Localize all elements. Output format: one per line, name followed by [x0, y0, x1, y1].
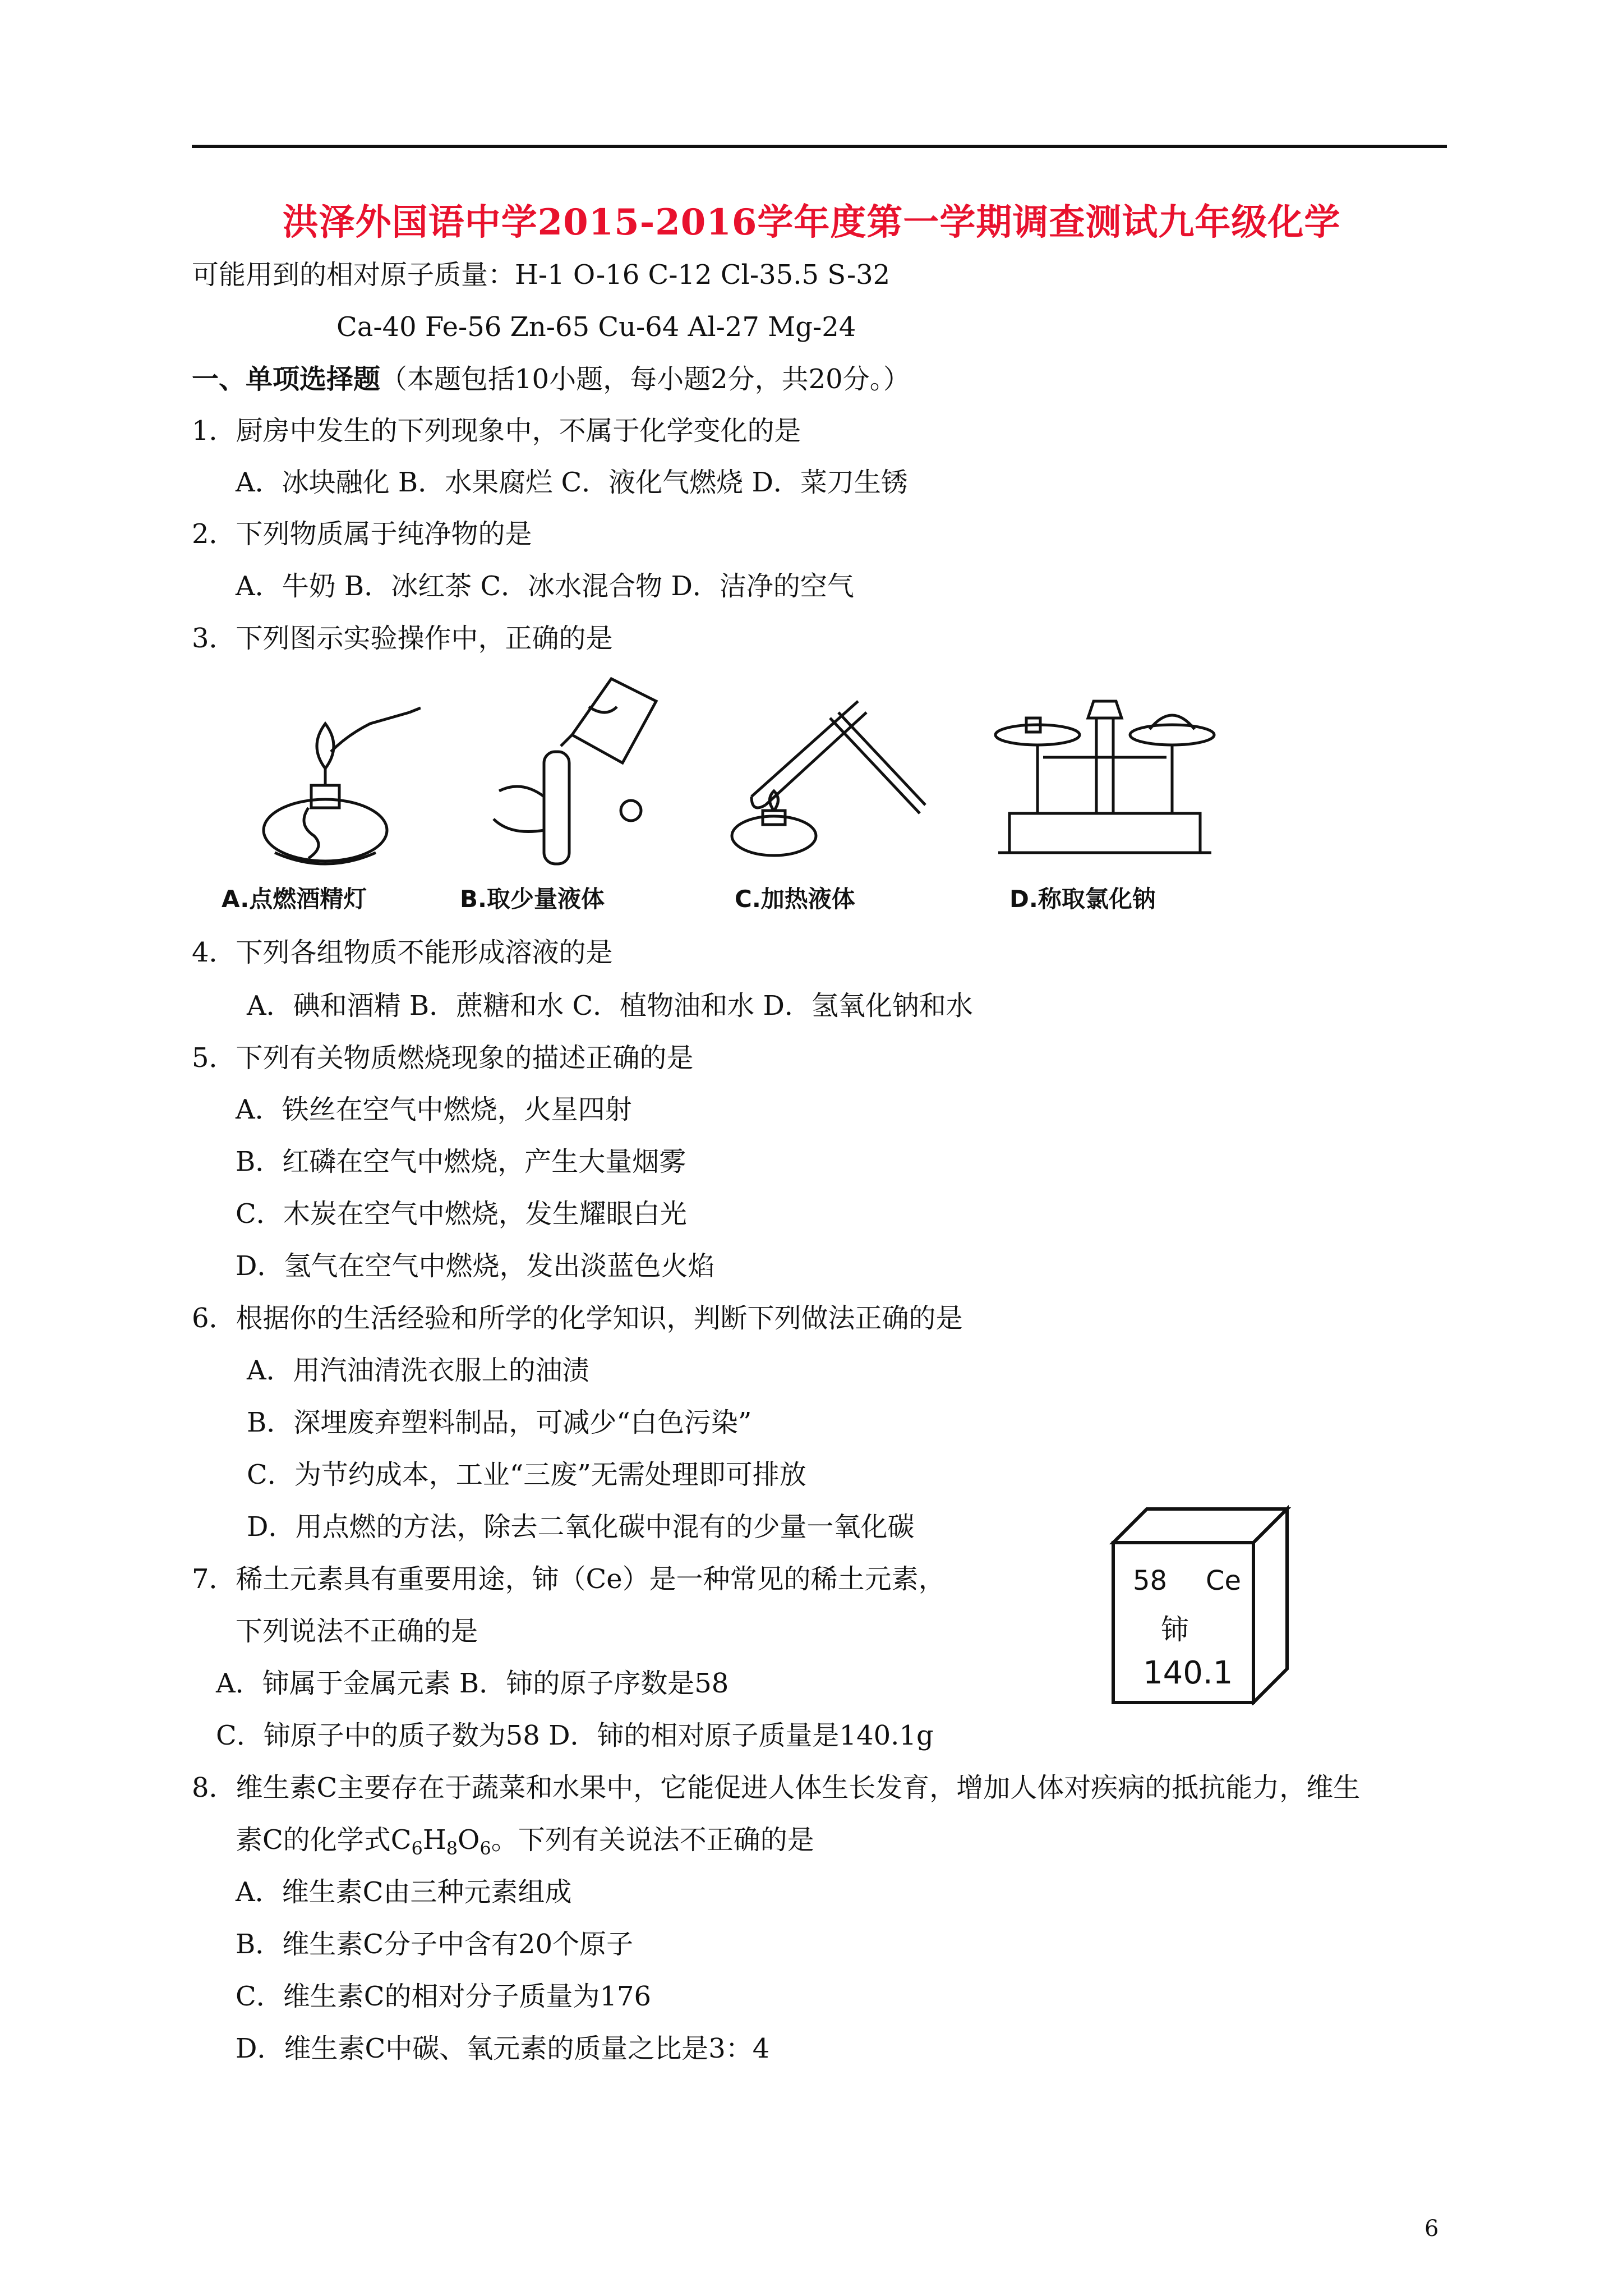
q1-stem: 1．厨房中发生的下列现象中，不属于化学变化的是 [192, 415, 801, 447]
atomic-masses-line1: 可能用到的相对原子质量：H-1 O-16 C-12 Cl-35.5 S-32 [192, 259, 891, 291]
header-rule [192, 145, 1447, 148]
q8-option-c: C．维生素C的相对分子质量为176 [236, 1981, 652, 2012]
q5-option-c: C．木炭在空气中燃烧，发生耀眼白光 [236, 1198, 687, 1230]
q8-stem-line1: 8．维生素C主要存在于蔬菜和水果中，它能促进人体生长发育，增加人体对疾病的抵抗能力，维生 [192, 1772, 1361, 1803]
q8-stem-line2 [236, 1823, 814, 1857]
q2-stem: 2．下列物质属于纯净物的是 [192, 518, 532, 550]
q6-option-c: C．为节约成本，工业“三废”无需处理即可排放 [247, 1459, 806, 1490]
figure-b-caption: B.取少量液体 [460, 885, 605, 913]
q7-options-row1: A．铈属于金属元素 B．铈的原子序数是58 [216, 1668, 729, 1699]
q8-o: O [458, 1824, 480, 1856]
q2-options: A．牛奶 B．冰红茶 C．冰水混合物 D．洁净的空气 [236, 570, 854, 602]
q3-stem: 3．下列图示实验操作中，正确的是 [192, 623, 613, 654]
q5-option-b: B．红磷在空气中燃烧，产生大量烟雾 [236, 1146, 686, 1177]
q8-sub-h: 8 [446, 1838, 458, 1859]
q7-stem-line2: 下列说法不正确的是 [236, 1616, 478, 1647]
q4-options: A．碘和酒精 B．蔗糖和水 C．植物油和水 D．氢氧化钠和水 [247, 990, 973, 1022]
q8-stem-post: 。下列有关说法不正确的是 [491, 1824, 814, 1856]
q7-stem-line1: 7．稀土元素具有重要用途，铈（Ce）是一种常见的稀土元素， [192, 1563, 946, 1595]
q8-option-d: D．维生素C中碳、氧元素的质量之比是3：4 [236, 2033, 770, 2064]
q8-sub-c: 6 [411, 1838, 423, 1859]
q4-stem: 4．下列各组物质不能形成溶液的是 [192, 937, 613, 968]
section1-header [192, 362, 910, 396]
figure-c-caption: C.加热液体 [735, 885, 855, 913]
q6-option-d: D．用点燃的方法，除去二氧化碳中混有的少量一氧化碳 [247, 1511, 915, 1543]
q8-option-b: B．维生素C分子中含有20个原子 [236, 1929, 634, 1960]
figure-d-caption: D.称取氯化钠 [1009, 885, 1156, 913]
q5-option-a: A．铁丝在空气中燃烧，火星四射 [236, 1094, 632, 1125]
page-number: 6 [1424, 2216, 1439, 2242]
figure-a-caption: A.点燃酒精灯 [222, 885, 367, 913]
q6-option-b: B．深埋废弃塑料制品，可减少“白色污染” [247, 1407, 752, 1438]
figure-b-pouring-liquid [477, 668, 662, 875]
q1-options: A．冰块融化 B．水果腐烂 C．液化气燃烧 D．菜刀生锈 [236, 467, 908, 498]
figure-a-alcohol-lamp [241, 690, 421, 875]
q8-h: H [422, 1824, 446, 1856]
section1-heading: 一、单项选择题 [192, 364, 381, 395]
q5-stem: 5．下列有关物质燃烧现象的描述正确的是 [192, 1042, 694, 1074]
q8-option-a: A．维生素C由三种元素组成 [236, 1876, 572, 1908]
q6-stem: 6．根据你的生活经验和所学的化学知识，判断下列做法正确的是 [192, 1303, 963, 1334]
q5-option-d: D．氢气在空气中燃烧，发出淡蓝色火焰 [236, 1250, 715, 1282]
q8-stem-pre: 素C的化学式C [236, 1824, 412, 1856]
section1-note: （本题包括10小题，每小题2分，共20分。） [380, 364, 910, 395]
q6-option-a: A．用汽油清洗衣服上的油渍 [247, 1355, 589, 1386]
element-name: 铈 [1161, 1613, 1189, 1646]
element-atomic-number: 58 [1133, 1565, 1168, 1596]
atomic-masses-line2: Ca-40 Fe-56 Zn-65 Cu-64 Al-27 Mg-24 [336, 311, 856, 343]
figure-c-heating-liquid [723, 684, 931, 875]
element-symbol: Ce [1206, 1565, 1242, 1596]
q7-options-row2: C．铈原子中的质子数为58 D．铈的相对原子质量是140.1g [216, 1720, 934, 1751]
q8-sub-o: 6 [479, 1838, 491, 1859]
element-mass: 140.1 [1143, 1655, 1233, 1691]
figure-d-balance [987, 684, 1223, 875]
page-title: 洪泽外国语中学2015-2016学年度第一学期调查测试九年级化学 [282, 201, 1341, 243]
